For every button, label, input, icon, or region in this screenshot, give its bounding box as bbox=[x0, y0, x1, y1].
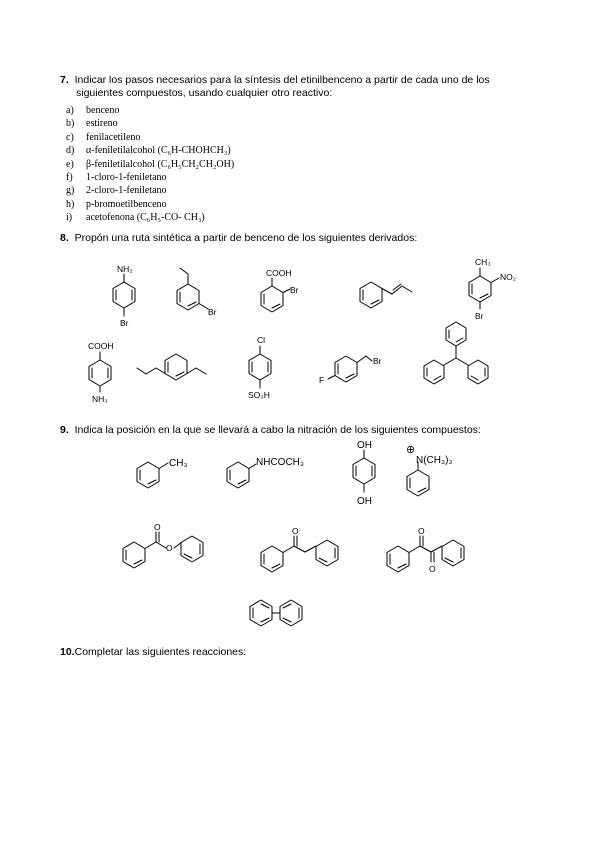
structure-4-bromo-2-nitrotoluene bbox=[458, 254, 528, 326]
structure-biphenyl bbox=[246, 596, 326, 636]
list-item: e) β-feniletilalcohol (C₆H₅CH₂CH₂OH) bbox=[66, 158, 235, 170]
list-item: d) α-feniletilalcohol (C₆H-CHOHCH₃) bbox=[66, 145, 231, 157]
structure-toluene bbox=[132, 450, 202, 500]
svg-text:COOH: COOH bbox=[266, 268, 292, 278]
svg-text:OH: OH bbox=[357, 440, 372, 451]
svg-text:O: O bbox=[166, 543, 173, 553]
svg-text:Br: Br bbox=[475, 311, 484, 321]
svg-text:OH: OH bbox=[357, 496, 372, 507]
structure-2-bromobenzoic-acid bbox=[254, 264, 314, 324]
structure-1-phenylpropene bbox=[356, 272, 426, 312]
svg-text:Br: Br bbox=[208, 307, 217, 317]
svg-text:⊕: ⊕ bbox=[406, 444, 416, 456]
svg-text:O: O bbox=[154, 522, 161, 532]
question-text: Propón una ruta sintética a partir de benceno de los siguientes derivados: bbox=[74, 232, 418, 244]
question-7 bbox=[60, 74, 490, 100]
svg-text:Br: Br bbox=[373, 356, 382, 366]
svg-text:N(CH₃)₃: N(CH₃)₃ bbox=[416, 455, 453, 466]
svg-text:F: F bbox=[319, 375, 325, 385]
question-text-cont: siguientes compuestos, usando cualquier otro reactivo: bbox=[76, 87, 333, 99]
structure-triphenylmethane bbox=[418, 320, 498, 400]
svg-text:Br: Br bbox=[120, 318, 129, 328]
svg-text:NO₂: NO₂ bbox=[500, 272, 517, 282]
svg-text:Cl: Cl bbox=[257, 335, 266, 345]
svg-text:CH₃: CH₃ bbox=[169, 458, 188, 469]
question-text: Indicar los pasos necesarios para la síntesis del etinilbenceno a partir de cada uno de los bbox=[74, 74, 490, 86]
svg-text:O: O bbox=[429, 564, 436, 574]
structure-4-bromoaniline bbox=[100, 262, 150, 332]
structure-4-fluorobenzyl-bromide bbox=[314, 344, 394, 394]
structure-1-ethyl-3-propylbenzene bbox=[132, 344, 222, 394]
svg-text:Br: Br bbox=[290, 285, 299, 295]
svg-text:NH₂: NH₂ bbox=[117, 264, 133, 274]
structure-benzil bbox=[380, 520, 490, 590]
svg-text:O: O bbox=[292, 526, 299, 536]
question-number: 7. bbox=[60, 74, 69, 86]
structure-trimethylanilinium bbox=[400, 440, 480, 510]
list-item: i) acetofenona (C₆H₅-CO- CH₃) bbox=[66, 212, 205, 224]
structure-4-aminobenzoic-acid bbox=[78, 340, 128, 410]
structure-deoxybenzoin bbox=[254, 522, 364, 582]
structure-hydroquinone bbox=[346, 436, 396, 516]
list-item: f) 1-cloro-1-feniletano bbox=[66, 172, 167, 184]
question-9 bbox=[60, 424, 481, 437]
svg-text:CH₃: CH₃ bbox=[475, 257, 491, 267]
question-text: Indica la posición en la que se llevará a cabo la nitración de los siguientes compuestos: bbox=[74, 424, 481, 436]
svg-text:NHCOCH₃: NHCOCH₃ bbox=[256, 457, 304, 468]
question-number: 10. bbox=[60, 646, 75, 658]
svg-text:O: O bbox=[418, 526, 425, 536]
question-8 bbox=[60, 232, 417, 245]
question-text: Completar las siguientes reacciones: bbox=[74, 646, 247, 658]
structure-phenyl-benzoate bbox=[116, 520, 216, 580]
q7-options-list bbox=[66, 104, 234, 225]
list-item: g) 2-cloro-1-feniletano bbox=[66, 185, 167, 197]
list-item: b) estireno bbox=[66, 118, 118, 130]
question-number: 8. bbox=[60, 232, 69, 244]
list-item: c) fenilacetileno bbox=[66, 131, 141, 143]
svg-text:NH₃: NH₃ bbox=[92, 394, 108, 404]
list-item: h) p-bromoetilbenceno bbox=[66, 198, 167, 210]
question-number: 9. bbox=[60, 424, 69, 436]
svg-text:COOH: COOH bbox=[88, 341, 114, 351]
svg-text:SO₃H: SO₃H bbox=[248, 390, 270, 400]
structure-acetanilide bbox=[222, 448, 332, 498]
structure-4-chlorobenzenesulfonic-acid bbox=[240, 332, 290, 412]
list-item: a) benceno bbox=[66, 105, 120, 116]
question-10 bbox=[60, 646, 246, 659]
structure-1-bromo-3-ethylbenzene bbox=[168, 262, 228, 322]
